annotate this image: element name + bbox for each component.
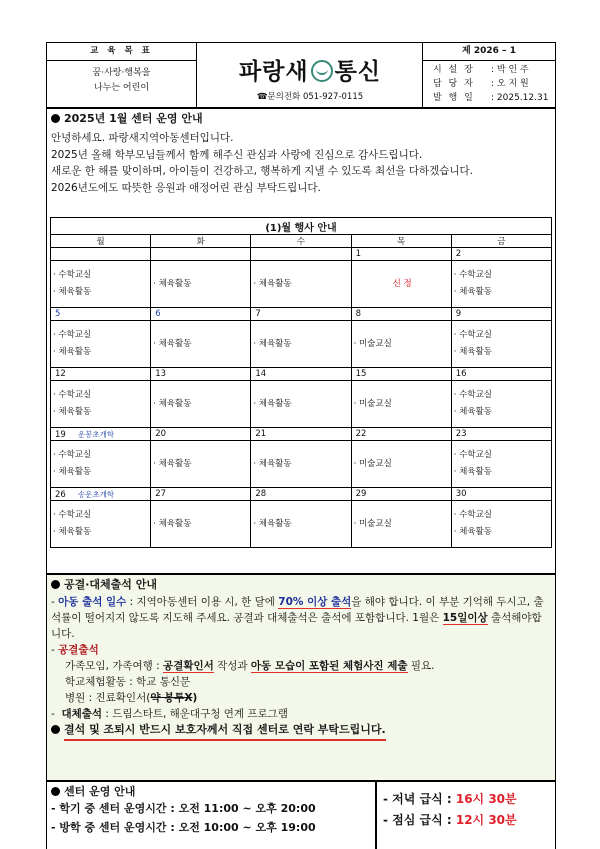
calendar-activity-cell bbox=[351, 321, 451, 368]
calendar-date-row bbox=[51, 248, 552, 261]
calendar-date-cell bbox=[151, 248, 251, 261]
activity-item: · 체육활동 bbox=[253, 398, 292, 409]
calendar-title: (1)월 행사 안내 bbox=[51, 218, 552, 235]
calendar-activity-cell bbox=[151, 441, 251, 488]
calendar-date-cell bbox=[351, 308, 451, 321]
calendar-date-cell bbox=[151, 308, 251, 321]
greeting-text bbox=[47, 126, 555, 196]
calendar-activity-cell bbox=[251, 381, 351, 428]
attendance-rules bbox=[47, 592, 555, 741]
calendar-date-cell bbox=[251, 308, 351, 321]
calendar-activity-cell bbox=[451, 501, 551, 548]
attendance-days-rule: - 아동 출석 일수 : 지역아동센터 이용 시, 한 달에 70% 이상 출석을 해야 합니다. 이 부분 기억해 두시고, 출석률이 떨어지지 않도록 지도해 주세요. 공결과 대체출석은 출석에 포함합니다. 1월은 15일이상 출석해야합니다. bbox=[51, 596, 544, 640]
education-goal-line-2: 나누는 어린이 bbox=[93, 83, 150, 93]
meal-times-section bbox=[376, 781, 556, 849]
date-number: 16 bbox=[455, 369, 467, 379]
greeting-line: 새로운 한 해를 맞이하며, 아이들이 건강하고, 행복하게 지낼 수 있도록 최선을 다하겠습니다. bbox=[51, 165, 474, 177]
calendar-date-cell bbox=[451, 308, 551, 321]
center-hours-section bbox=[46, 781, 376, 849]
activity-item: · 체육활동 bbox=[453, 467, 492, 477]
date-number: 27 bbox=[155, 489, 167, 499]
activity-item: · 체육활동 bbox=[253, 278, 292, 289]
calendar-date-cell bbox=[51, 248, 151, 261]
activity-item: · 수학교실 bbox=[53, 510, 92, 520]
lunch-time bbox=[377, 810, 555, 831]
semester-hours: - 학기 중 센터 운영시간 : 오전 11:00 ~ 오후 20:00 bbox=[51, 802, 316, 815]
bullet-icon bbox=[51, 114, 60, 123]
weekday-header: 화 bbox=[151, 235, 251, 248]
school-opening-tag: 운봉초개학 bbox=[77, 429, 115, 439]
meal-label: - 저녁 급식 : bbox=[383, 792, 456, 806]
calendar-activity-cell bbox=[451, 441, 551, 488]
date-number: 5 bbox=[55, 309, 61, 319]
family-rule bbox=[51, 658, 549, 674]
brand-box bbox=[197, 43, 423, 107]
activity-item: · 체육활동 bbox=[453, 287, 492, 297]
greeting-line: 안녕하세요. 파랑새지역아동센터입니다. bbox=[51, 132, 234, 144]
activity-item: · 수학교실 bbox=[53, 450, 92, 460]
education-goal-line-1: 꿈·사랑·행복을 bbox=[92, 68, 151, 78]
activity-item: · 체육활동 bbox=[53, 527, 92, 537]
date-number: 28 bbox=[255, 489, 267, 499]
date-number: 15 bbox=[355, 369, 367, 379]
activity-item: · 체육활동 bbox=[153, 338, 192, 349]
excuse-form: 공결확인서 bbox=[163, 660, 214, 672]
calendar-date-row bbox=[51, 488, 552, 501]
section-title-text: 2025년 1월 센터 운영 안내 bbox=[64, 112, 203, 125]
newsletter-header bbox=[46, 42, 556, 108]
rule-text: ) bbox=[192, 692, 198, 704]
activity-item: · 미술교실 bbox=[353, 398, 392, 409]
attendance-days-label: 아동 출석 일수 bbox=[58, 596, 127, 608]
calendar-activity-cell bbox=[251, 501, 351, 548]
activity-item: · 체육활동 bbox=[53, 407, 92, 417]
activity-item: · 체육활동 bbox=[453, 347, 492, 357]
required-days: 15일이상 bbox=[442, 612, 488, 624]
section-title-text: 센터 운영 안내 bbox=[64, 785, 136, 798]
activity-item: · 수학교실 bbox=[453, 510, 492, 520]
activity-item: · 수학교실 bbox=[453, 270, 492, 280]
info-row-date bbox=[423, 91, 555, 105]
calendar-activity-row bbox=[51, 441, 552, 488]
date-number: 26 bbox=[55, 489, 66, 500]
calendar-activity-cell bbox=[251, 321, 351, 368]
rule-text: 을 해야 합니다. 이 부분 기억해 두시고, 출석률이 떨어지지 않도록 지도해 주세요. 공결과 대체출석은 출석에 포함합니다. 1월은 bbox=[51, 596, 544, 624]
calendar-date-cell bbox=[151, 368, 251, 381]
activity-item: · 수학교실 bbox=[53, 390, 92, 400]
date-number: 8 bbox=[355, 309, 361, 319]
activity-item: · 체육활동 bbox=[453, 407, 492, 417]
substitute-label: 대체출석 bbox=[61, 708, 103, 720]
activity-item: · 체육활동 bbox=[153, 278, 192, 289]
info-row-manager bbox=[423, 77, 555, 91]
contact-notice-line bbox=[51, 722, 549, 741]
event-calendar bbox=[50, 217, 552, 548]
contact-notice: 결석 및 조퇴시 반드시 보호자께서 직접 센터로 연락 부탁드립니다. bbox=[64, 722, 386, 741]
calendar-activity-row bbox=[51, 381, 552, 428]
calendar-date-cell bbox=[51, 308, 151, 321]
section-title bbox=[47, 575, 555, 592]
operation-notice-section bbox=[46, 108, 556, 574]
excused-title-line: - 공결출석 bbox=[51, 644, 99, 656]
info-key: 담 당 자 bbox=[433, 79, 475, 89]
calendar-activity-cell bbox=[251, 441, 351, 488]
attendance-notice-section bbox=[46, 574, 556, 781]
calendar-date-cell bbox=[451, 428, 551, 441]
date-number: 2 bbox=[455, 249, 462, 259]
info-key: 발 행 일 bbox=[433, 93, 475, 103]
calendar-date-cell bbox=[51, 428, 151, 441]
calendar-activity-cell bbox=[151, 501, 251, 548]
date-number: 22 bbox=[355, 429, 367, 439]
activity-item: · 미술교실 bbox=[353, 458, 392, 469]
newsletter-page bbox=[46, 42, 556, 834]
rule-text: : 드림스타트, 해운대구청 연계 프로그램 bbox=[102, 708, 288, 720]
date-number: 14 bbox=[255, 369, 267, 379]
meal-label: - 점심 급식 : bbox=[383, 813, 456, 827]
calendar-date-row bbox=[51, 308, 552, 321]
logo-text-left: 파랑새 bbox=[238, 59, 309, 85]
rule-text: 작성과 bbox=[213, 660, 251, 672]
calendar-date-cell bbox=[151, 428, 251, 441]
calendar-date-cell bbox=[251, 488, 351, 501]
date-number: 30 bbox=[455, 489, 467, 499]
weekday-header: 월 bbox=[51, 235, 151, 248]
school-trip-rule: 학교체험활동 : 학교 통신문 bbox=[65, 676, 191, 688]
calendar-activity-row bbox=[51, 501, 552, 548]
medicine-bag-excluded: 약 봉투X bbox=[150, 692, 193, 704]
calendar-activity-cell bbox=[451, 381, 551, 428]
date-number: 6 bbox=[155, 309, 161, 319]
calendar-date-cell bbox=[451, 368, 551, 381]
bird-emblem-icon bbox=[311, 60, 333, 82]
date-number: 7 bbox=[255, 309, 261, 319]
date-number: 1 bbox=[355, 249, 361, 259]
calendar-activity-cell bbox=[351, 441, 451, 488]
calendar-activity-cell bbox=[351, 501, 451, 548]
calendar-date-cell bbox=[251, 428, 351, 441]
weekday-header: 목 bbox=[351, 235, 451, 248]
excused-attendance-title: 공결출석 bbox=[58, 644, 99, 656]
calendar-date-cell bbox=[251, 248, 351, 261]
education-goal-box bbox=[47, 43, 197, 107]
date-number: 20 bbox=[155, 429, 167, 439]
date-number: 9 bbox=[455, 309, 462, 319]
vacation-hours: - 방학 중 센터 운영시간 : 오전 10:00 ~ 오후 19:00 bbox=[51, 821, 316, 834]
activity-item: · 체육활동 bbox=[453, 527, 492, 537]
calendar-activity-cell bbox=[51, 321, 151, 368]
logo-text-right: 통신 bbox=[334, 59, 382, 85]
calendar-activity-cell bbox=[51, 441, 151, 488]
activity-item: · 수학교실 bbox=[453, 330, 492, 340]
date-number: 12 bbox=[55, 369, 66, 379]
activity-item: · 체육활동 bbox=[53, 467, 92, 477]
calendar-date-cell bbox=[351, 488, 451, 501]
calendar-date-cell bbox=[351, 428, 451, 441]
education-goal-title: 교 육 목 표 bbox=[47, 43, 196, 61]
weekday-header: 금 bbox=[451, 235, 551, 248]
calendar-activity-cell bbox=[351, 381, 451, 428]
calendar-activity-cell bbox=[451, 261, 551, 308]
section-title-text: 공결·대체출석 안내 bbox=[64, 578, 158, 591]
calendar-date-cell bbox=[351, 368, 451, 381]
calendar-activity-row bbox=[51, 261, 552, 308]
date-number: 23 bbox=[455, 429, 467, 439]
school-opening-tag: 송운초개학 bbox=[77, 489, 115, 499]
info-row-director bbox=[423, 63, 555, 77]
calendar-activity-cell bbox=[251, 261, 351, 308]
date-number: 29 bbox=[355, 489, 367, 499]
activity-item: · 체육활동 bbox=[153, 398, 192, 409]
activity-item: 신 정 bbox=[392, 278, 412, 289]
calendar-date-cell bbox=[151, 488, 251, 501]
greeting-line: 2026년도에도 따뜻한 응원과 애정어린 관심 부탁드립니다. bbox=[51, 181, 321, 194]
calendar-activity-cell bbox=[151, 321, 251, 368]
photo-requirement: 아동 모습이 포함된 체험사진 제출 bbox=[250, 660, 408, 672]
info-value: : 오 지 원 bbox=[491, 79, 529, 89]
bullet-icon bbox=[51, 787, 60, 796]
calendar-activity-cell bbox=[151, 381, 251, 428]
calendar-activity-cell bbox=[51, 261, 151, 308]
rule-text: : 지역아동센터 이용 시, 한 달에 bbox=[126, 596, 279, 608]
date-number: 19 bbox=[55, 429, 66, 440]
calendar-date-cell bbox=[251, 368, 351, 381]
section-title bbox=[47, 109, 555, 126]
calendar-date-cell bbox=[351, 248, 451, 261]
issue-number: 제 2026 – 1 bbox=[423, 43, 555, 61]
calendar-activity-cell bbox=[451, 321, 551, 368]
section-title bbox=[47, 782, 375, 799]
calendar-activity-cell bbox=[51, 381, 151, 428]
calendar-activity-row bbox=[51, 321, 552, 368]
date-number: 21 bbox=[255, 429, 267, 439]
calendar-date-cell bbox=[451, 248, 551, 261]
calendar-date-cell bbox=[451, 488, 551, 501]
activity-item: · 체육활동 bbox=[53, 287, 92, 297]
newsletter-logo bbox=[197, 53, 423, 86]
activity-item: · 체육활동 bbox=[253, 338, 292, 349]
rule-text: 병원 : 진료확인서( bbox=[65, 692, 151, 704]
calendar-date-row bbox=[51, 368, 552, 381]
activity-item: · 체육활동 bbox=[53, 347, 92, 357]
calendar-date-row bbox=[51, 428, 552, 441]
activity-item: · 수학교실 bbox=[453, 390, 492, 400]
contact-phone: ☎문의전화 051-927-0115 bbox=[256, 92, 364, 102]
substitute-rule: - 대체출석 : 드림스타트, 해운대구청 연계 프로그램 bbox=[51, 708, 288, 720]
activity-item: · 체육활동 bbox=[153, 518, 192, 529]
date-number: 13 bbox=[155, 369, 167, 379]
bullet-icon bbox=[51, 725, 60, 734]
dinner-time bbox=[377, 789, 555, 810]
rule-text: 필요. bbox=[407, 660, 435, 672]
rule-text: 출석해야합니다. bbox=[51, 612, 542, 640]
attendance-percent: 70% 이상 출석 bbox=[278, 596, 352, 608]
rule-text: 가족모임, 가족여행 : bbox=[65, 660, 164, 672]
calendar-date-cell bbox=[51, 368, 151, 381]
calendar-activity-cell bbox=[351, 261, 451, 308]
activity-item: · 미술교실 bbox=[353, 338, 392, 349]
weekday-header: 수 bbox=[251, 235, 351, 248]
activity-item: · 미술교실 bbox=[353, 518, 392, 529]
activity-item: · 수학교실 bbox=[53, 330, 92, 340]
calendar-activity-cell bbox=[151, 261, 251, 308]
greeting-line: 2025년 올해 학부모님들께서 함께 해주신 관심과 사랑에 진심으로 감사드립니다. bbox=[51, 148, 423, 161]
hospital-rule bbox=[51, 690, 549, 706]
activity-item: · 수학교실 bbox=[453, 450, 492, 460]
info-value: : 박 인 주 bbox=[491, 65, 529, 75]
activity-item: · 체육활동 bbox=[253, 458, 292, 469]
issue-info-box bbox=[423, 43, 555, 107]
info-value: : 2025.12.31 bbox=[491, 93, 549, 103]
activity-item: · 체육활동 bbox=[253, 518, 292, 529]
lunch-time-value: 12시 30분 bbox=[455, 813, 517, 827]
activity-item: · 체육활동 bbox=[153, 458, 192, 469]
bullet-icon bbox=[51, 580, 60, 589]
info-key: 시 설 장 bbox=[433, 65, 475, 75]
calendar-date-cell bbox=[51, 488, 151, 501]
activity-item: · 수학교실 bbox=[53, 270, 92, 280]
calendar-activity-cell bbox=[51, 501, 151, 548]
dinner-time-value: 16시 30분 bbox=[455, 792, 517, 806]
